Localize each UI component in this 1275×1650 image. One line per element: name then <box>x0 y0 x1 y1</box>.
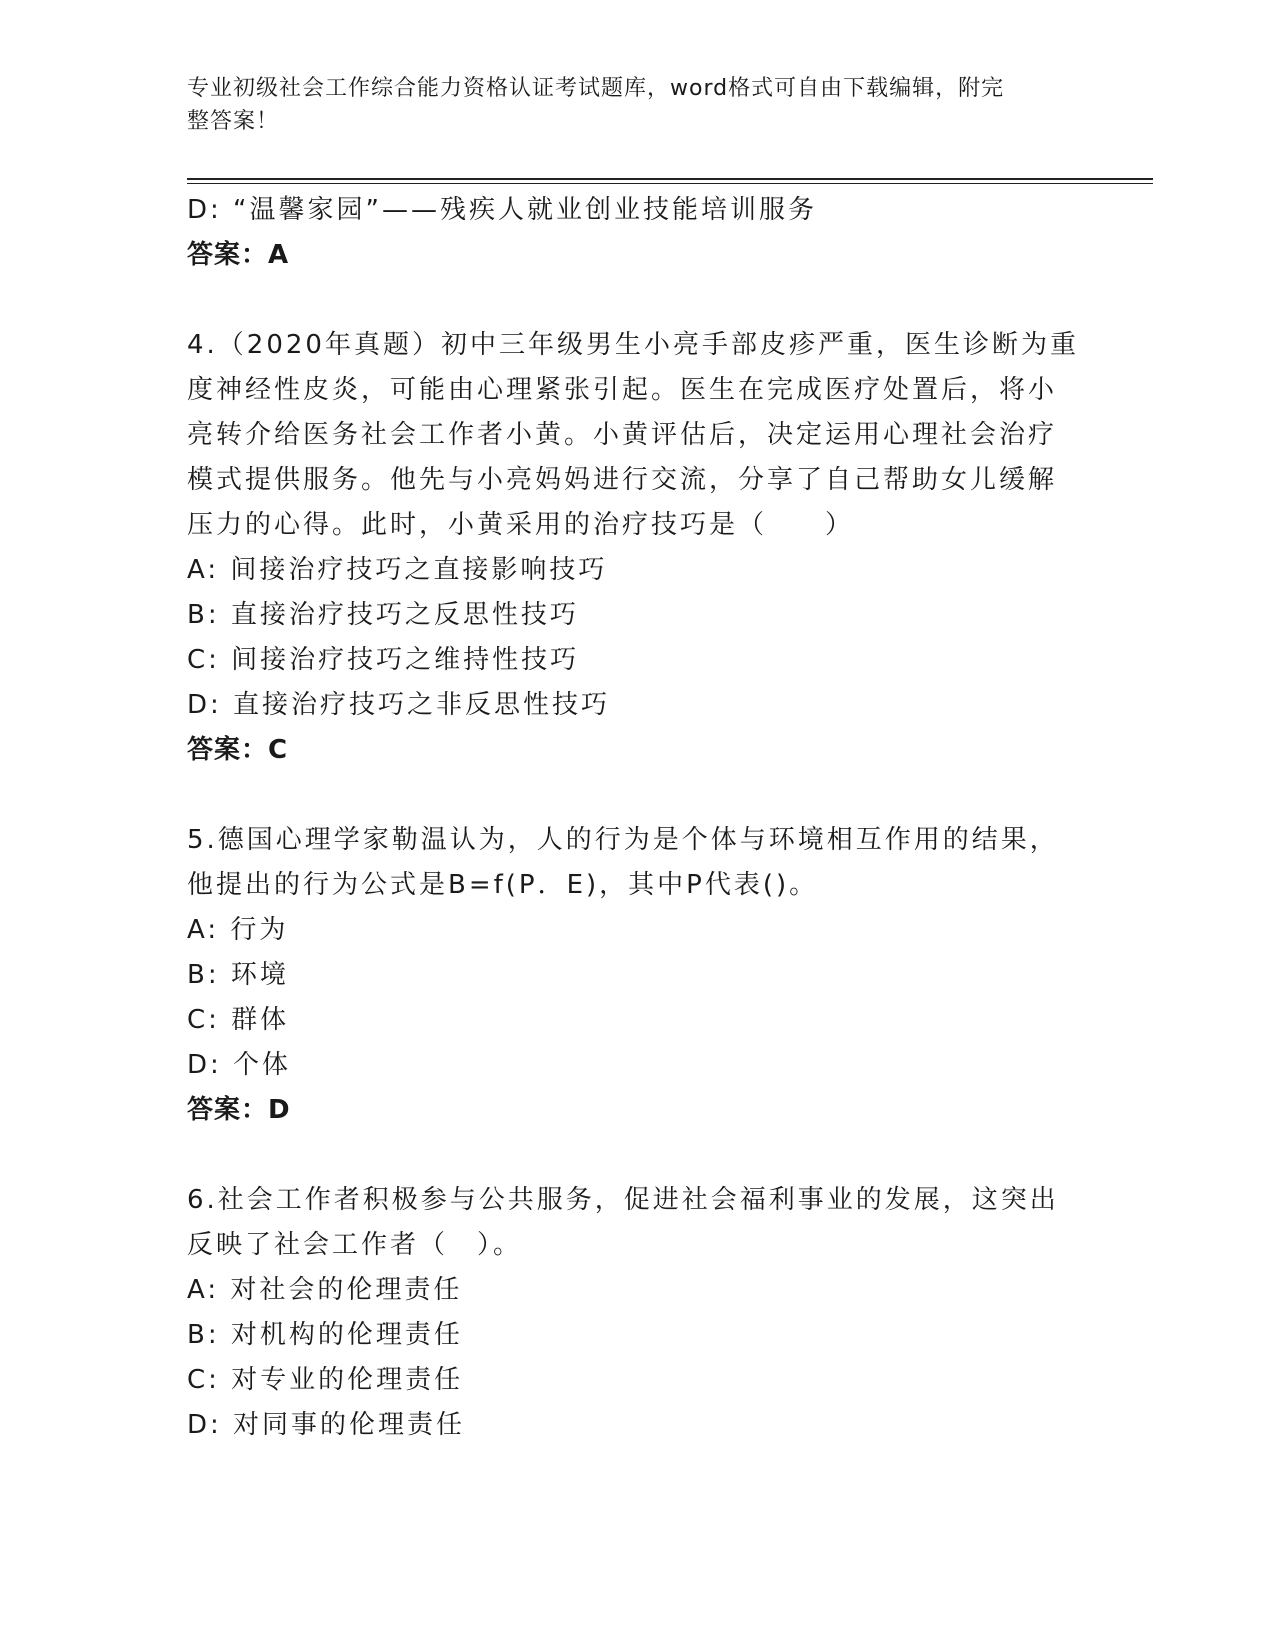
q4-option-a: A: 间接治疗技巧之直接影响技巧 <box>187 555 608 585</box>
question-5 <box>187 818 1087 1133</box>
q4-stem-line-2: 度神经性皮炎，可能由心理紧张引起。医生在完成医疗处置后，将小 <box>187 375 1058 405</box>
q6-option-b: B: 对机构的伦理责任 <box>187 1320 463 1350</box>
q4-option-c: C: 间接治疗技巧之维持性技巧 <box>187 645 580 675</box>
q5-option-d: D: 个体 <box>187 1050 292 1080</box>
q3-option-d: D: “温馨家园”——残疾人就业创业技能培训服务 <box>187 195 817 225</box>
q4-option-b: B: 直接治疗技巧之反思性技巧 <box>187 600 579 630</box>
q6-option-d: D: 对同事的伦理责任 <box>187 1410 466 1440</box>
question-4 <box>187 323 1087 773</box>
q5-option-b: B: 环境 <box>187 960 289 990</box>
q5-option-c: C: 群体 <box>187 1005 290 1035</box>
page-header <box>187 72 1067 138</box>
q4-stem-line-3: 亮转介给医务社会工作者小黄。小黄评估后，决定运用心理社会治疗 <box>187 420 1058 450</box>
header-line-2: 整答案！ <box>187 109 280 134</box>
q5-stem-line-2: 他提出的行为公式是B=f(P．E)，其中P代表()。 <box>187 870 819 900</box>
q6-option-a: A: 对社会的伦理责任 <box>187 1275 463 1305</box>
q4-stem-line-4: 模式提供服务。他先与小亮妈妈进行交流，分享了自己帮助女儿缓解 <box>187 465 1058 495</box>
q5-stem-line-1: 5.德国心理学家勒温认为，人的行为是个体与环境相互作用的结果， <box>187 825 1059 855</box>
question-3-tail <box>187 188 1087 278</box>
header-rule-thin <box>187 183 1153 184</box>
q3-answer: 答案：A <box>187 240 290 270</box>
q5-option-a: A: 行为 <box>187 915 289 945</box>
header-line-1: 专业初级社会工作综合能力资格认证考试题库，word格式可自由下载编辑，附完 <box>187 76 1005 101</box>
question-6 <box>187 1178 1087 1448</box>
header-rule-thick <box>187 178 1153 180</box>
q6-stem-line-2: 反映了社会工作者（ ）。 <box>187 1230 523 1260</box>
q6-option-c: C: 对专业的伦理责任 <box>187 1365 464 1395</box>
q4-stem-line-5: 压力的心得。此时，小黄采用的治疗技巧是（ ） <box>187 510 855 540</box>
q6-stem-line-1: 6.社会工作者积极参与公共服务，促进社会福利事业的发展，这突出 <box>187 1185 1059 1215</box>
q4-answer: 答案：C <box>187 735 289 765</box>
q5-answer: 答案：D <box>187 1095 291 1125</box>
q4-option-d: D: 直接治疗技巧之非反思性技巧 <box>187 690 611 720</box>
q4-stem-line-1: 4.（2020年真题）初中三年级男生小亮手部皮疹严重，医生诊断为重 <box>187 330 1079 360</box>
question-content <box>187 188 1087 1448</box>
